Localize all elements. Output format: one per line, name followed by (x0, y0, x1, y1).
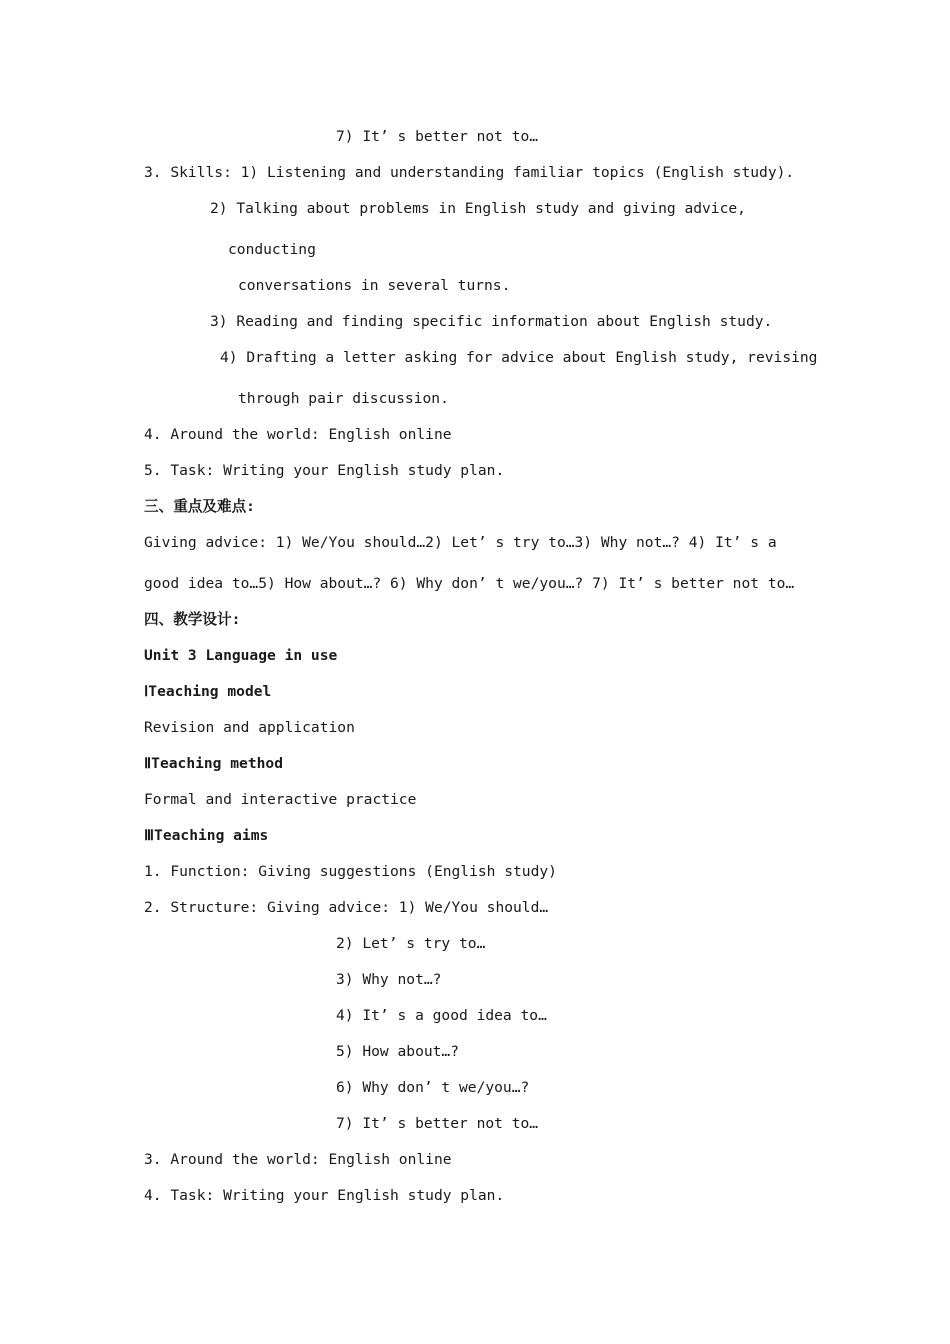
structure-item-3: 3) Why not…? (336, 971, 442, 988)
task-line: 5. Task: Writing your English study plan. (144, 462, 505, 479)
structure-item-7: 7) It’ s better not to… (336, 1115, 539, 1132)
aims-around-world-line: 3. Around the world: English online (144, 1151, 452, 1168)
aims-structure-line: 2. Structure: Giving advice: 1) We/You should… (144, 899, 549, 916)
teaching-method-heading: ⅡTeaching method (144, 755, 283, 772)
skills-item-4-cont: through pair discussion. (238, 390, 449, 407)
teaching-method-text: Formal and interactive practice (144, 791, 417, 808)
structure-item-6: 6) Why don’ t we/you…? (336, 1079, 530, 1096)
aims-function-line: 1. Function: Giving suggestions (English study) (144, 863, 557, 880)
structure-item-4: 4) It’ s a good idea to… (336, 1007, 547, 1024)
teaching-model-text: Revision and application (144, 719, 355, 736)
unit-title: Unit 3 Language in use (144, 647, 338, 664)
section-heading-key-points: 三、重点及难点: (144, 498, 255, 515)
key-points-line-1: Giving advice: 1) We/You should…2) Let’ s try to…3) Why not…? 4) It’ s a (144, 534, 777, 551)
aims-task-line: 4. Task: Writing your English study plan. (144, 1187, 505, 1204)
skills-item-3: 3) Reading and finding specific information about English study. (210, 313, 773, 330)
section-heading-teaching-design: 四、教学设计: (144, 611, 241, 628)
structure-item-2: 2) Let’ s try to… (336, 935, 486, 952)
skills-line: 3. Skills: 1) Listening and understanding familiar topics (English study). (144, 164, 795, 181)
skills-item-4: 4) Drafting a letter asking for advice about English study, revising (220, 349, 818, 366)
teaching-aims-heading: ⅢTeaching aims (144, 827, 269, 844)
skills-item-2: 2) Talking about problems in English study and giving advice, (210, 200, 746, 217)
skills-item-2-cont: conducting (228, 241, 316, 258)
key-points-line-2: good idea to…5) How about…? 6) Why don’ t we/you…? 7) It’ s better not to… (144, 575, 795, 592)
structure-item-7: 7) It’ s better not to… (336, 128, 539, 145)
skills-item-2-cont: conversations in several turns. (238, 277, 511, 294)
around-world-line: 4. Around the world: English online (144, 426, 452, 443)
teaching-model-heading: ⅠTeaching model (144, 683, 272, 700)
structure-item-5: 5) How about…? (336, 1043, 460, 1060)
